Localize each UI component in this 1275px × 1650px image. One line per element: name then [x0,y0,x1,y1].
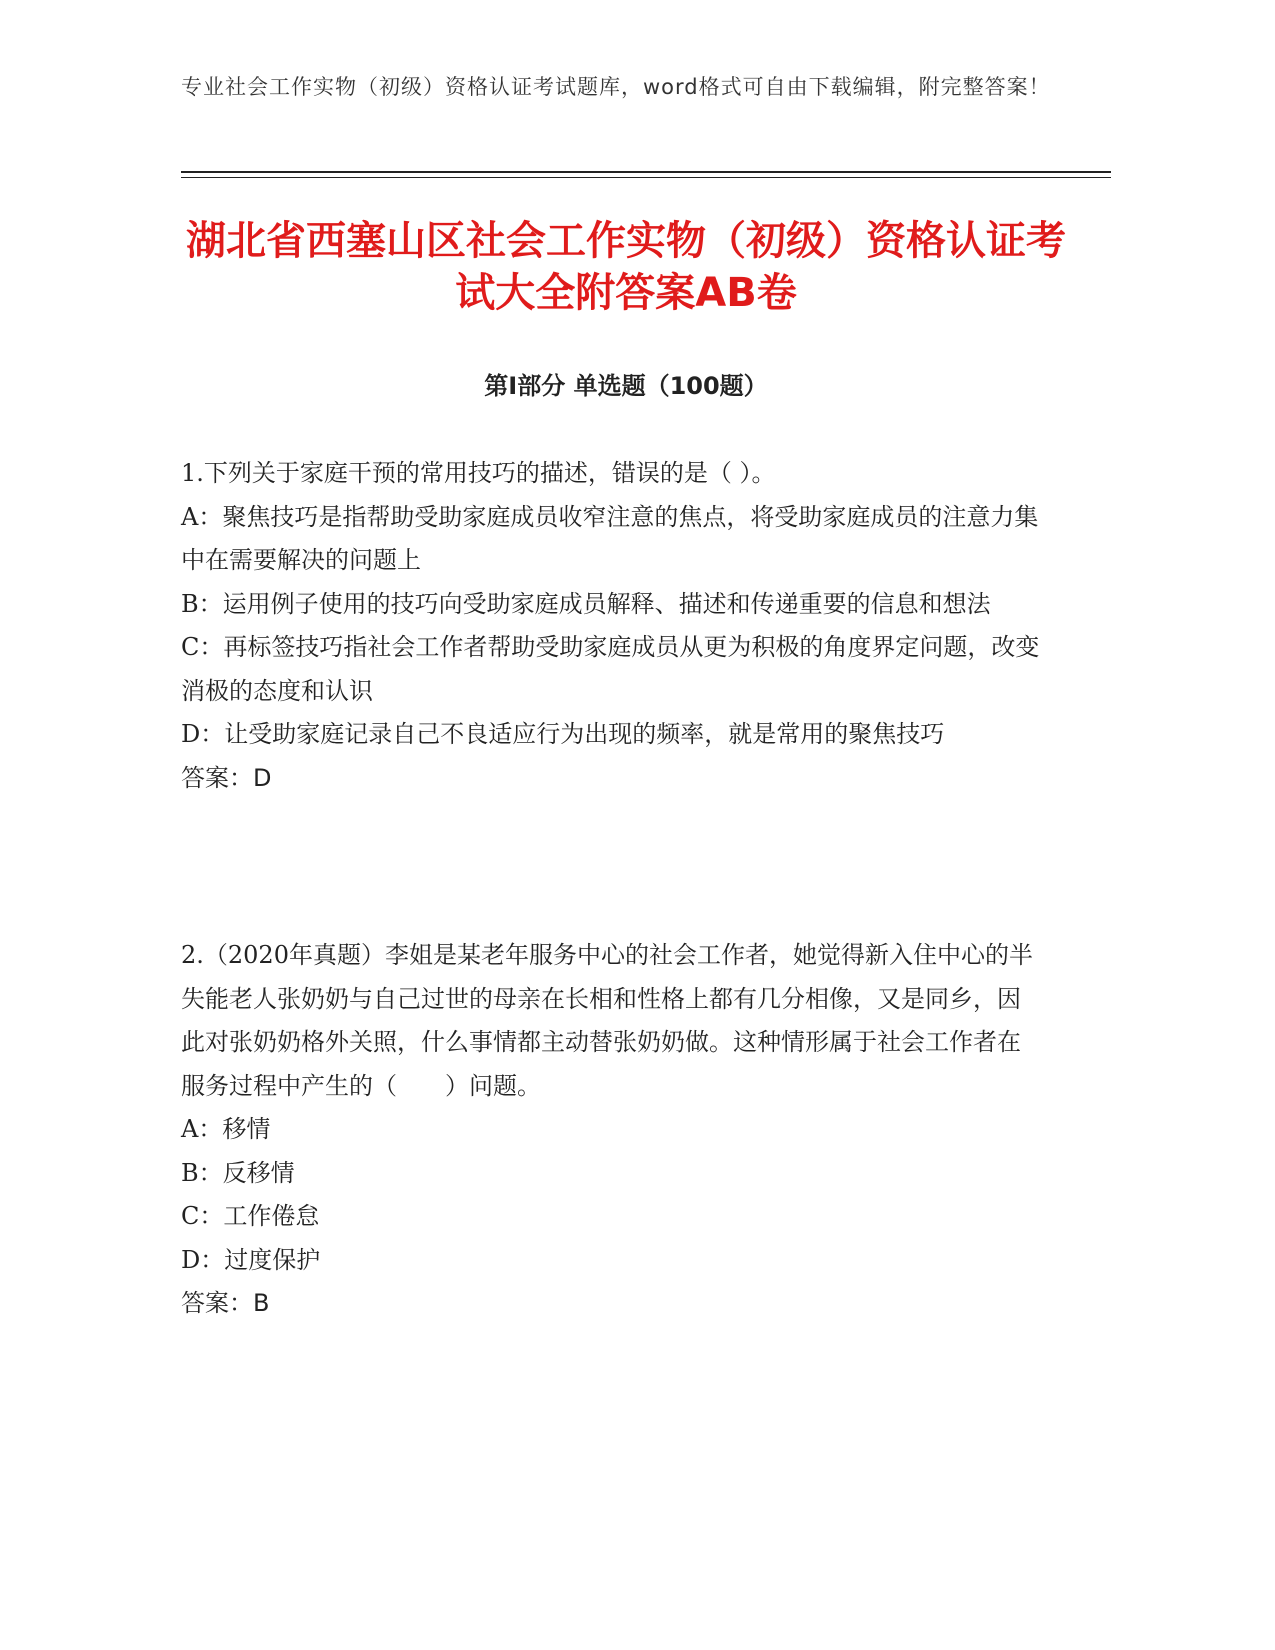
header-rule-thick [181,171,1111,173]
question-1-answer: 答案：D [181,763,272,792]
question-1-option-d: D：让受助家庭记录自己不良适应行为出现的频率，就是常用的聚焦技巧 [181,720,945,748]
question-2-answer: 答案：B [181,1289,270,1317]
question-1-stem: 1.下列关于家庭干预的常用技巧的描述，错误的是（ ）。 [181,459,776,487]
question-2-option-a: A：移情 [181,1115,271,1143]
question-2-stem: 2.（2020年真题）李姐是某老年服务中心的社会工作者，她觉得新入住中心的半失能老人张奶奶与自己过世的母亲在长相和性格上都有几分相像，又是同乡，因此对张奶奶格外关照，什么事情都主动替张奶奶做。这种情形属于社会工作者在服务过程中产生的（ ）问题。 [181,941,1033,1100]
question-2-option-b: B：反移情 [181,1158,295,1187]
question-1 [181,452,1041,800]
question-2 [181,934,1041,1326]
question-2-option-c: C：工作倦怠 [181,1202,320,1230]
question-1-option-b: B：运用例子使用的技巧向受助家庭成员解释、描述和传递重要的信息和想法 [181,589,991,618]
header-rule-thin [181,177,1111,178]
header-note: 专业社会工作实物（初级）资格认证考试题库，word格式可自由下载编辑，附完整答案！ [181,75,1051,99]
question-1-option-c: C：再标签技巧指社会工作者帮助受助家庭成员从更为积极的角度界定问题，改变消极的态度和认识 [181,633,1040,705]
question-1-option-a: A：聚焦技巧是指帮助受助家庭成员收窄注意的焦点，将受助家庭成员的注意力集中在需要解决的问题上 [181,502,1039,574]
document-title: 湖北省西塞山区社会工作实物（初级）资格认证考试大全附答案AB卷 [186,218,1066,316]
question-2-option-d: D：过度保护 [181,1245,321,1274]
section-title: 第I部分 单选题（100题） [484,372,768,400]
